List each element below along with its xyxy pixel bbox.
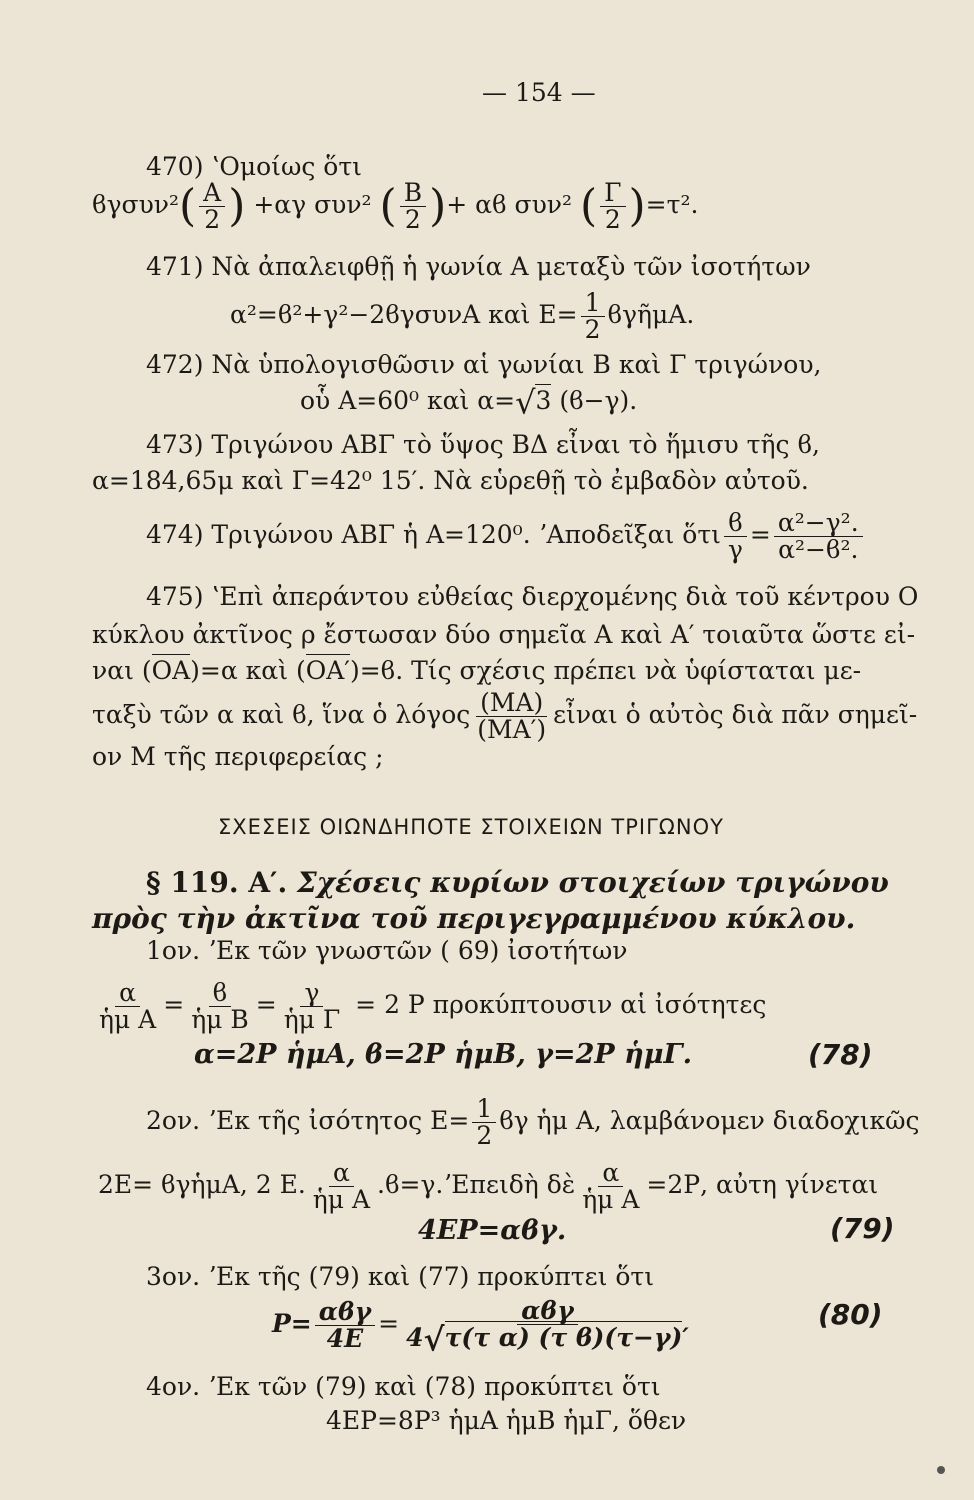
p475-l4a: ταξὺ τῶν α καὶ ϐ, ἵνα ὁ λόγος [92,700,471,729]
p474-eq: = [749,520,771,549]
s2-l1b: ϐγ ἡμ Α, λαμβάνομεν διαδοχικῶς [499,1106,920,1135]
s4-line2: 4ΕΡ=8Ρ³ ἡμΑ ἡμΒ ἡμΓ, ὅθεν [326,1406,687,1435]
problem-470-formula: ϐγσυν²( $\frac{A}{2}$ ) +αγ συν² ( $\frac{B}{2}$ )+ αϐ συν² ( $\frac{\Gamma}{2}$ )=τ². [92,178,699,234]
s2-l1a: 2ον. ʼΕκ τῆς ἰσότητος Ε= [146,1106,470,1135]
problem-473-line1: 473) Τριγώνου ΑΒΓ τὸ ὕψος ΒΔ εἶναι τὸ ἥμισυ τῆς ϐ, [146,430,820,459]
s3-frac-1: $\frac{\text{αϐγ}}{4E}$ [315,1299,375,1352]
eq-79: (79) [830,1212,895,1245]
problem-471-line2 [230,290,694,343]
section-title-a: Σχέσεις κυρίων στοιχείων τριγώνου [296,866,889,899]
p472-cond: οὗ Α=60⁰ καὶ α= [300,386,516,415]
s1-formula: $\frac{\alpha}{\text{ἡμ Α}}$ = $\frac{ϐ}{\text{ἡμ Β}}$ = $\frac{\gamma}{\text{ἡμ Γ}}$ = 2 Ρ προκύπτουσιν αἱ ἰσότητες [92,980,766,1033]
p470-term3: + αϐ συν² [446,190,573,219]
p475-l3c: )=α καὶ ( [190,656,306,685]
s3-formula [272,1296,696,1359]
p475-segment-oa: ΟΑ [151,656,191,685]
p471-area: ϐγῆμΑ. [607,300,695,329]
section-119-title-line2: πρὸς τὴν ἀκτῖνα τοῦ περιγεγραμμένου κύκλου. [92,902,856,935]
problem-472-line2 [300,383,638,422]
s2-frac-b: $\frac{\alpha}{\text{ἡμ Α}}$ [582,1158,640,1214]
problem-470-lead: 470) ʽΟμοίως ὅτι [146,152,362,181]
sqrt-icon: √ [515,383,536,422]
problem-475-line3 [92,656,861,686]
p475-l4b: εἶναι ὁ αὐτὸς διὰ πᾶν σημεῖ- [553,700,918,729]
p470-term2: +αγ συν² [253,190,372,219]
s1-frac-c: $\frac{\gamma}{\text{ἡμ Γ}}$ [283,978,341,1034]
problem-474 [146,510,866,563]
s1-tail: = 2 Ρ προκύπτουσιν αἱ ἰσότητες [355,990,767,1019]
p474-frac-2: $\frac{\text{α²−γ².}}{\text{α²−ϐ².}}$ [774,510,863,563]
s2-line2 [98,1160,878,1213]
problem-475-line4 [92,690,917,743]
p470-term4: =τ². [645,190,699,219]
s2-result: 4ΕΡ=αϐγ. [418,1215,567,1246]
page-number: — 154 — [482,78,596,107]
sqrt-icon: √ [423,1320,445,1359]
p472-tail: (ϐ−γ). [559,386,638,415]
s2-frac-half: $\frac{1}{2}$ [472,1096,496,1149]
s3-den-radicand: τ(τ α) (τ ϐ)(τ−γ) [444,1323,683,1352]
problem-473-line2: α=184,65μ καὶ Γ=42⁰ 15′. Νὰ εὑρεθῇ τὸ ἐμβαδὸν αὐτοῦ. [92,466,809,495]
p470-frac-c: $\frac{\Gamma}{2}$ [600,180,625,233]
s3-eq: = [378,1308,400,1338]
s4-intro: 4ον. ʼΕκ τῶν (79) καὶ (78) προκύπτει ὅτι [146,1372,661,1401]
s2-line1 [146,1096,920,1149]
s1-intro: 1ον. ʼΕκ τῶν γνωστῶν ( 69) ἰσοτήτων [146,936,628,965]
p472-radicand: 3 [535,386,552,415]
s2-l2a: 2Ε= ϐγἡμΑ, 2 Ε. [98,1170,306,1199]
section-119-title-line1 [146,868,889,898]
problem-472-line1: 472) Νὰ ὑπολογισθῶσιν αἱ γωνίαι Β καὶ Γ τριγώνου, [146,350,822,379]
problem-475-line5: ον Μ τῆς περιφερείας ; [92,742,384,771]
section-number: § 119. Α′. [146,866,288,899]
s2-frac-a: $\frac{\alpha}{\text{ἡμ Α}}$ [312,1158,371,1214]
p475-l3e: )=ϐ. Τίς σχέσις πρέπει νὰ ὑφίσταται με- [349,656,862,685]
p470-term1: ϐγσυν² [92,190,179,219]
p475-ratio: $\frac{(MA)}{(MA')}$ [477,688,547,744]
s1-frac-b: $\frac{ϐ}{\text{ἡμ Β}}$ [191,978,249,1034]
p470-frac-a: $\frac{A}{2}$ [199,180,225,233]
problem-471-line1: 471) Νὰ ἀπαλειφθῇ ἡ γωνία Α μεταξὺ τῶν ἰσοτήτων [146,252,811,281]
eq-78: (78) [808,1038,873,1071]
ink-mark [937,1466,945,1474]
section-heading: ΣΧΕΣΕΙΣ ΟΙΩΝΔΗΠΟΤΕ ΣΤΟΙΧΕΙΩΝ ΤΡΙΓΩΝΟΥ [218,815,724,839]
problem-475-line2: κύκλου ἀκτῖνος ρ ἔστωσαν δύο σημεῖα Α καὶ Α′ τοιαῦτα ὥστε εἰ- [92,620,916,649]
s2-l2b: .ϐ=γ.ʼΕπειδὴ δὲ [377,1170,576,1199]
problem-475-line1: 475) ʽΕπὶ ἀπεράντου εὐθείας διερχομένης διὰ τοῦ κέντρου Ο [146,582,919,611]
p474-frac-1: $\frac{ϐ}{\gamma}$ [724,510,747,563]
p470-frac-b: $\frac{B}{2}$ [400,180,426,233]
s3-lhs: Ρ= [272,1308,312,1338]
p471-frac-half: $\frac{1}{2}$ [581,290,605,343]
s3-frac-2: $\frac{\text{αϐγ}}{\text{4√τ(τ α) (τ ϐ)(τ−γ)′}}$ [406,1296,689,1359]
p471-eq: α²=ϐ²+γ²−2ϐγσυνΑ καὶ Ε= [230,300,578,329]
p475-l3a: ναι ( [92,656,152,685]
p474-text: 474) Τριγώνου ΑΒΓ ἡ Α=120⁰. ʼΑποδεῖξαι ὅτι [146,520,721,549]
s2-l2c: =2Ρ, αὐτη γίνεται [646,1170,879,1199]
s3-intro: 3ον. ʼΕκ τῆς (79) καὶ (77) προκύπτει ὅτι [146,1262,655,1291]
eq-80: (80) [818,1298,883,1331]
s1-frac-a: $\frac{\alpha}{\text{ἡμ Α}}$ [99,978,157,1034]
s3-den-coef: 4 [406,1323,424,1352]
s3-den-prime: ′ [682,1323,689,1352]
s1-result: α=2Ρ ἡμΑ, ϐ=2Ρ ἡμΒ, γ=2Ρ ἡμΓ. [194,1039,693,1070]
p475-segment-oa-prime: ΟΑ′ [305,656,350,685]
